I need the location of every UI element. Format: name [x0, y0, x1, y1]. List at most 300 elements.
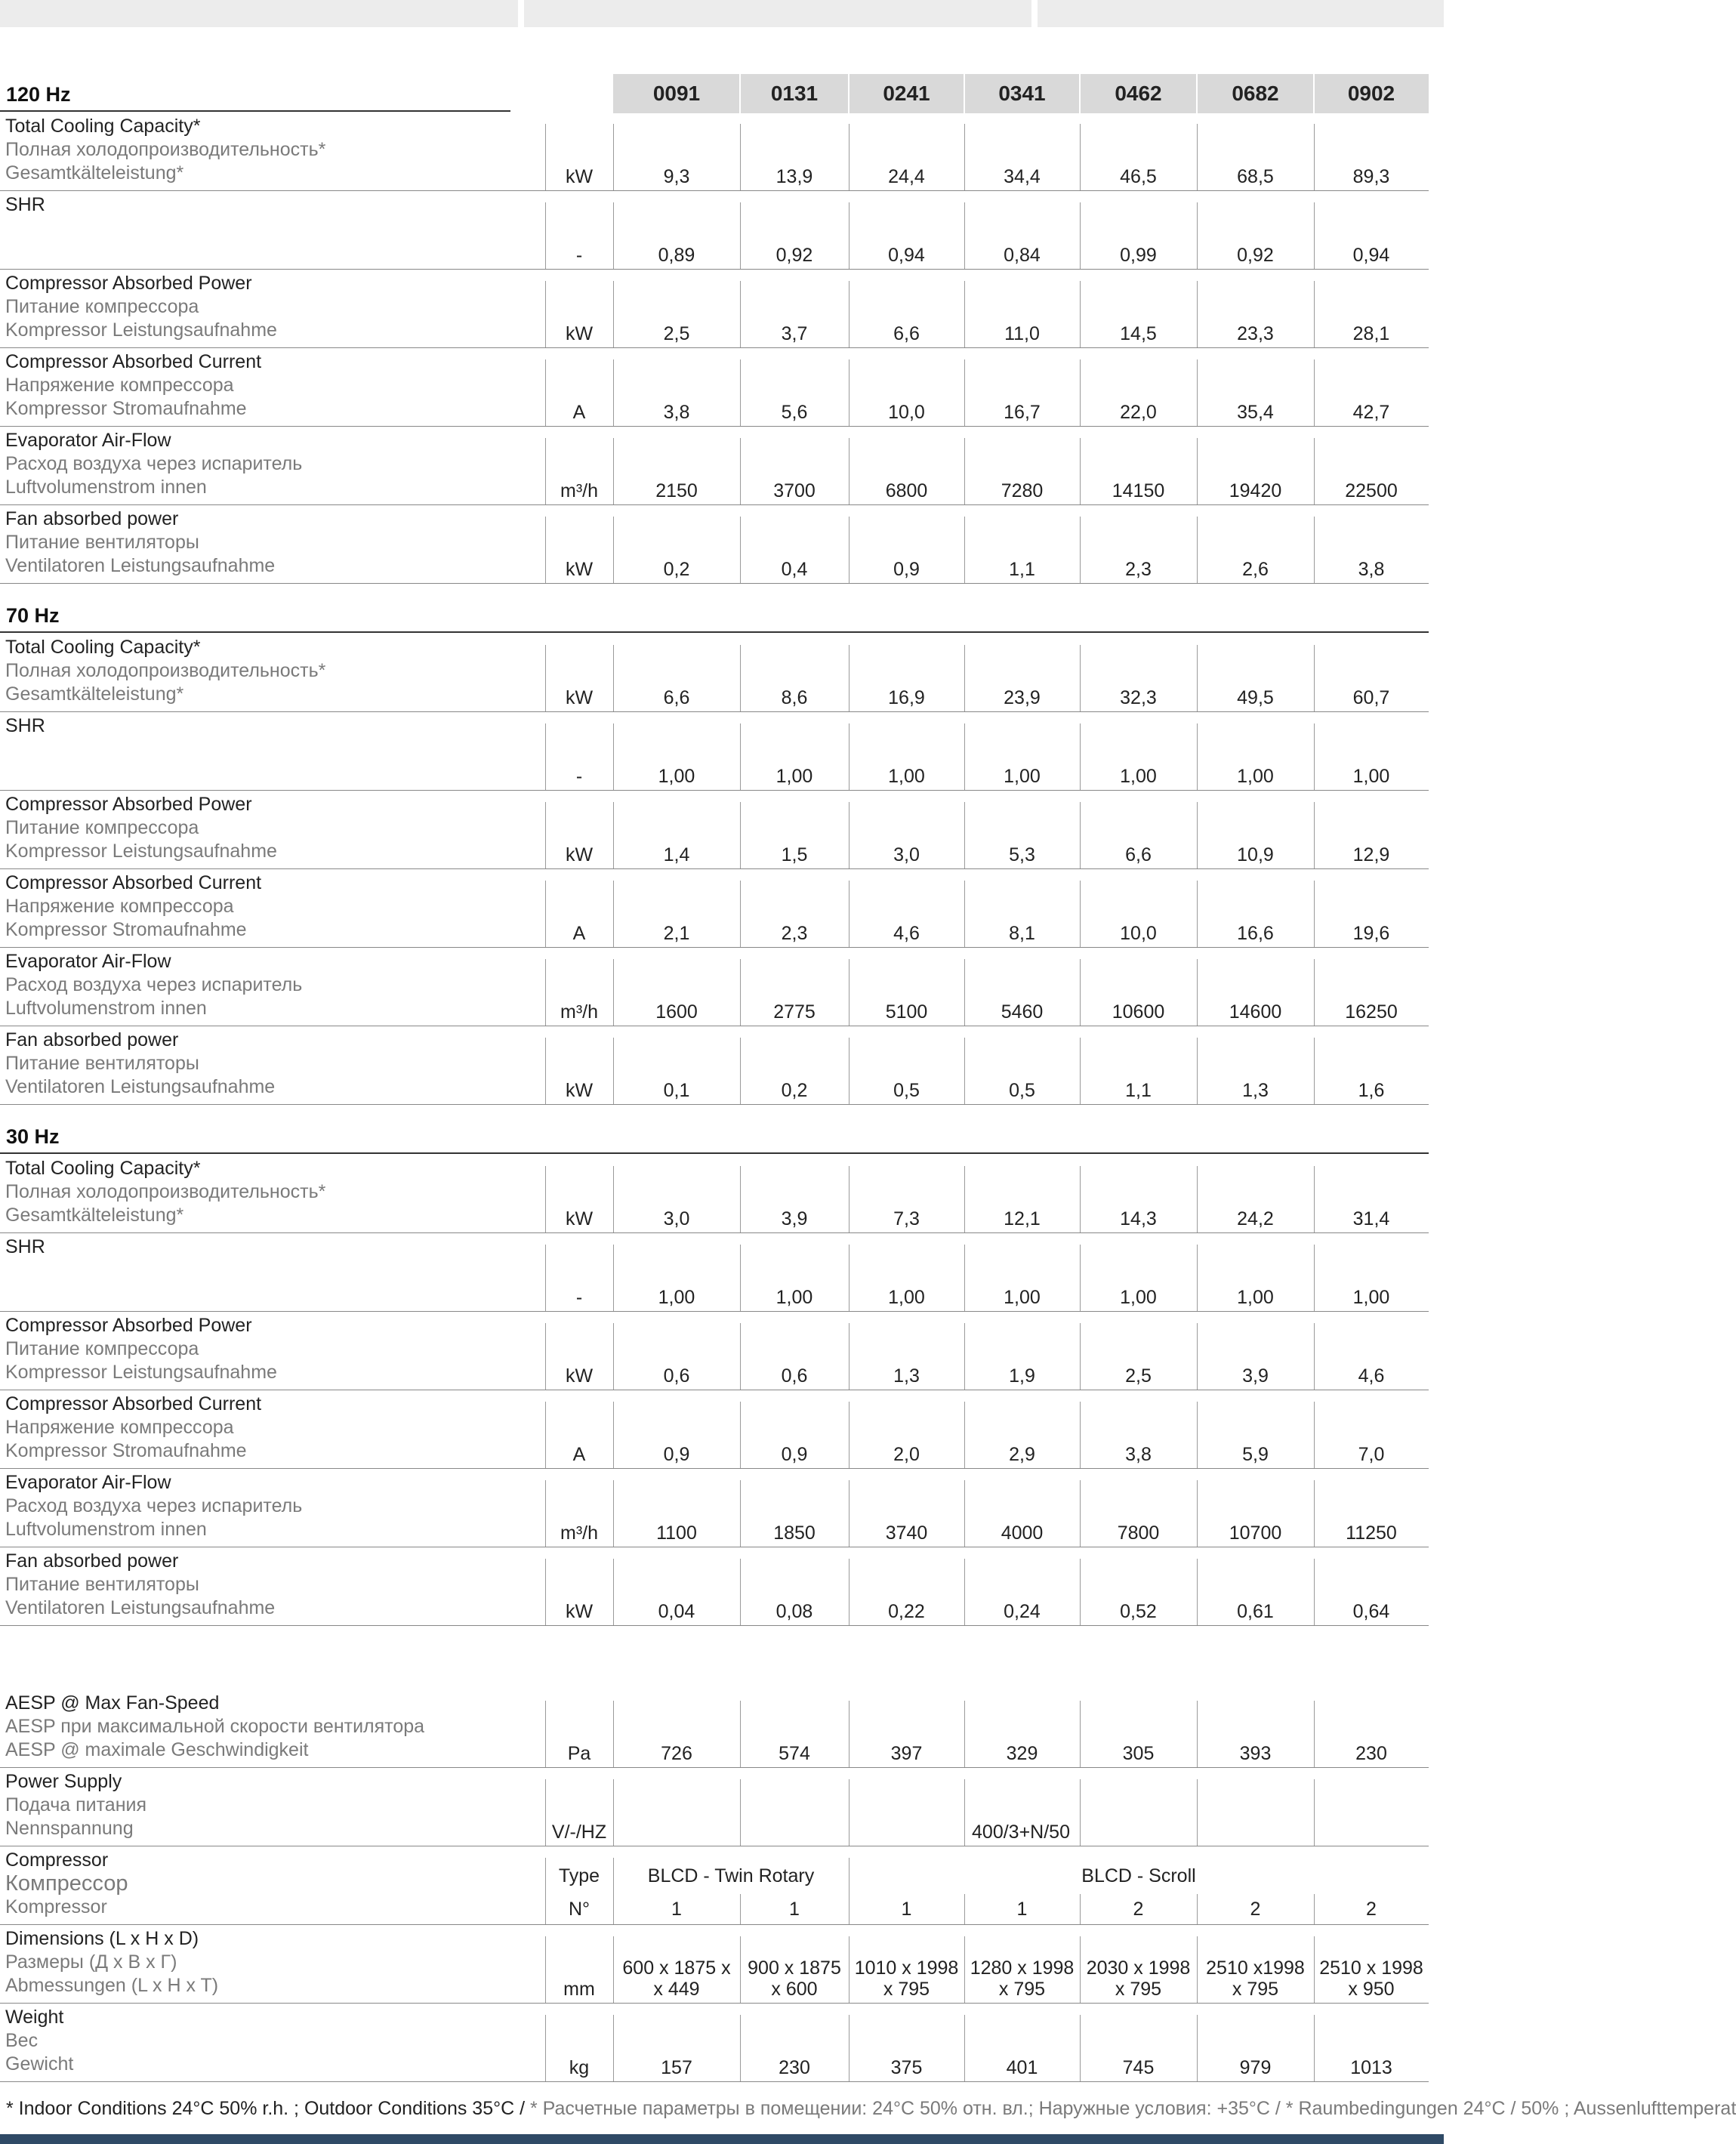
row-unit: kW	[565, 687, 594, 708]
column-line	[613, 1480, 614, 1547]
row-label	[5, 429, 302, 499]
cell-value: 0,64	[1352, 1601, 1390, 1622]
top-tab-1	[0, 0, 518, 27]
column-line	[740, 1323, 741, 1390]
column-line	[1314, 124, 1315, 190]
row-unit: -	[575, 245, 583, 266]
column-line	[1197, 645, 1198, 711]
label-ru: Расход воздуха через испаритель	[5, 974, 303, 995]
label-de: Nennspannung	[5, 1818, 134, 1839]
cell-value: 0,5	[1009, 1080, 1035, 1101]
column-line	[740, 124, 741, 190]
cell-value: 23,3	[1237, 323, 1274, 344]
label-de: Luftvolumenstrom innen	[5, 998, 207, 1019]
cell-value: 5460	[1001, 1001, 1044, 1023]
column-line	[1080, 959, 1081, 1026]
cell-value: 1,00	[775, 766, 813, 787]
label-ru: Питание вентиляторы	[5, 1053, 199, 1074]
cell-value: 1,00	[1004, 766, 1041, 787]
cell-value: 4,6	[1358, 1365, 1385, 1387]
row-divider	[0, 2081, 1429, 2082]
cell-value: 0,2	[781, 1080, 808, 1101]
label-ru: Питание компрессора	[5, 1338, 199, 1359]
weight-value: 401	[1006, 2057, 1038, 2078]
column-line	[1197, 2015, 1198, 2081]
row-divider	[0, 504, 1429, 505]
aesp-value: 397	[890, 1743, 923, 1764]
cell-value: 1,9	[1009, 1365, 1035, 1387]
cell-value: 3,0	[663, 1208, 690, 1229]
section-divider	[0, 1152, 1429, 1154]
cell-value: 5,9	[1242, 1444, 1269, 1465]
cell-value: 6,6	[663, 687, 690, 708]
compressor-type: BLCD - Twin Rotary	[647, 1865, 815, 1886]
cell-value: 32,3	[1120, 687, 1157, 708]
column-line	[613, 359, 614, 426]
compressor-count: 1	[789, 1899, 800, 1920]
label-en: Compressor Absorbed Power	[5, 794, 252, 815]
column-line	[740, 281, 741, 347]
column-line	[1314, 1402, 1315, 1468]
weight-value: 375	[890, 2057, 923, 2078]
row-unit: kW	[565, 1601, 594, 1622]
label-en: SHR	[5, 1236, 45, 1257]
column-line	[964, 359, 965, 426]
cell-value: 1,00	[1120, 766, 1157, 787]
row-divider	[0, 2003, 1429, 2004]
cell-value: 12,9	[1352, 844, 1390, 865]
cell-value: 1,6	[1358, 1080, 1385, 1101]
row-unit: m³/h	[560, 1522, 598, 1544]
label-ru: Полная холодопроизводительность*	[5, 139, 326, 160]
cell-value: 3,7	[781, 323, 808, 344]
column-line	[613, 1166, 614, 1232]
column-line	[613, 281, 614, 347]
label-en: Total Cooling Capacity*	[5, 116, 201, 137]
column-line	[964, 1402, 965, 1468]
label-ru: AESP при максимальной скорости вентилятора	[5, 1716, 425, 1737]
cell-value: 23,9	[1004, 687, 1041, 708]
row-unit: A	[572, 1444, 586, 1465]
label-ru: Размеры (Д x В x Г)	[5, 1951, 177, 1973]
dimension-value: x 795	[998, 1979, 1046, 2000]
row-unit: Pa	[567, 1743, 591, 1764]
column-line	[613, 1701, 614, 1767]
aesp-value: 305	[1122, 1743, 1155, 1764]
cell-value: 3740	[885, 1522, 928, 1544]
cell-value: 12,1	[1004, 1208, 1041, 1229]
dimension-value: 900 x 1875	[748, 1957, 841, 1979]
row-label	[5, 1550, 275, 1620]
column-line	[1080, 1323, 1081, 1390]
row-divider	[0, 711, 1429, 712]
header-divider	[1313, 74, 1315, 113]
column-line	[1314, 438, 1315, 504]
row-divider	[0, 1311, 1429, 1312]
cell-value: 24,2	[1237, 1208, 1274, 1229]
model-header: 0131	[770, 82, 819, 105]
cell-value: 0,84	[1004, 245, 1041, 266]
section-title: 120 Hz	[6, 83, 71, 106]
column-line	[1314, 1323, 1315, 1390]
cell-value: 0,52	[1120, 1601, 1157, 1622]
label-en: Weight	[5, 2007, 64, 2028]
column-line	[613, 802, 614, 868]
row-label	[5, 871, 261, 942]
aesp-value: 393	[1239, 1743, 1272, 1764]
row-unit: kW	[565, 323, 594, 344]
label-de: Luftvolumenstrom innen	[5, 1519, 207, 1540]
cell-value: 2150	[655, 480, 698, 501]
row-divider	[0, 583, 1429, 584]
cell-value: 2,3	[781, 923, 808, 944]
cell-value: 1,00	[1237, 766, 1274, 787]
cell-value: 1,00	[775, 1287, 813, 1308]
cell-value: 1,00	[658, 1287, 695, 1308]
column-line	[1197, 1936, 1198, 2003]
column-line	[740, 202, 741, 269]
column-line	[964, 281, 965, 347]
column-line	[1080, 517, 1081, 583]
row-divider	[0, 190, 1429, 191]
cell-value: 2,1	[663, 923, 690, 944]
label-en: Compressor Absorbed Current	[5, 1393, 262, 1414]
column-line	[1314, 281, 1315, 347]
row-unit: kW	[565, 844, 594, 865]
cell-value: 0,9	[781, 1444, 808, 1465]
column-line	[740, 1701, 741, 1767]
column-line	[740, 723, 741, 790]
label-ru: Полная холодопроизводительность*	[5, 1181, 326, 1202]
column-line	[740, 1894, 741, 1924]
cell-value: 1600	[655, 1001, 698, 1023]
column-line	[1314, 1245, 1315, 1311]
cell-value: 1,00	[1004, 1287, 1041, 1308]
label-en: Compressor	[5, 1849, 109, 1871]
column-line	[613, 438, 614, 504]
label-de: Kompressor Leistungsaufnahme	[5, 841, 277, 862]
cell-value: 16,6	[1237, 923, 1274, 944]
cell-value: 1,00	[658, 766, 695, 787]
column-line	[613, 1402, 614, 1468]
footer-bar	[0, 2134, 1444, 2144]
cell-value: 9,3	[663, 166, 690, 187]
column-line	[964, 1245, 965, 1311]
column-line	[1080, 1480, 1081, 1547]
row-label	[5, 350, 261, 421]
weight-value: 230	[779, 2057, 810, 2078]
cell-value: 1,3	[893, 1365, 920, 1387]
section-divider	[0, 110, 510, 112]
cell-value: 4000	[1001, 1522, 1044, 1544]
column-line	[964, 723, 965, 790]
cell-value: 3,0	[893, 844, 920, 865]
row-label	[5, 1314, 277, 1384]
cell-value: 0,04	[658, 1601, 695, 1622]
label-en: Fan absorbed power	[5, 1550, 179, 1572]
label-en: Fan absorbed power	[5, 1029, 179, 1050]
cell-value: 42,7	[1352, 402, 1390, 423]
label-de: Ventilatoren Leistungsaufnahme	[5, 555, 276, 576]
cell-value: 0,92	[1237, 245, 1274, 266]
cell-value: 5,6	[781, 402, 808, 423]
row-label	[5, 1770, 146, 1840]
unit-count: N°	[568, 1899, 590, 1920]
section-divider	[0, 631, 1429, 633]
cell-value: 3700	[773, 480, 816, 501]
column-line	[1314, 802, 1315, 868]
model-header: 0682	[1232, 82, 1279, 105]
row-unit: m³/h	[560, 480, 598, 501]
compressor-type: BLCD - Scroll	[1081, 1865, 1196, 1886]
cell-value: 68,5	[1237, 166, 1274, 187]
row-unit: A	[572, 402, 586, 423]
header-divider	[739, 74, 741, 113]
column-line	[1197, 1701, 1198, 1767]
column-line	[964, 517, 965, 583]
column-line	[1197, 1480, 1198, 1547]
column-line	[1080, 802, 1081, 868]
column-line	[1080, 1402, 1081, 1468]
cell-value: 6,6	[1125, 844, 1152, 865]
header-divider	[1079, 74, 1081, 113]
column-line	[1080, 438, 1081, 504]
column-line	[964, 802, 965, 868]
column-line	[1197, 723, 1198, 790]
row-divider	[0, 1625, 1429, 1626]
compressor-count: 2	[1366, 1899, 1377, 1920]
cell-value: 14600	[1229, 1001, 1282, 1023]
dimension-value: x 795	[1115, 1979, 1162, 2000]
label-en: AESP @ Max Fan-Speed	[5, 1692, 220, 1714]
cell-value: 0,4	[781, 559, 808, 580]
label-ru: Компрессор	[5, 1871, 128, 1896]
label-en: Total Cooling Capacity*	[5, 1158, 201, 1179]
cell-value: 0,22	[888, 1601, 925, 1622]
label-en: SHR	[5, 715, 45, 736]
row-divider	[0, 947, 1429, 948]
cell-value: 1,00	[1237, 1287, 1274, 1308]
column-line	[964, 959, 965, 1026]
column-line	[740, 881, 741, 947]
label-ru: Вес	[5, 2030, 39, 2051]
row-label	[5, 507, 275, 578]
column-line	[964, 1038, 965, 1104]
column-line	[964, 1166, 965, 1232]
weight-value: 745	[1122, 2057, 1155, 2078]
cell-value: 1,00	[1352, 766, 1390, 787]
row-label	[5, 714, 45, 738]
column-line	[1080, 1559, 1081, 1625]
cell-value: 1850	[773, 1522, 816, 1544]
cell-value: 1,4	[663, 844, 690, 865]
cell-value: 19420	[1229, 480, 1282, 501]
label-de: Ventilatoren Leistungsaufnahme	[5, 1597, 276, 1618]
label-ru: Питание вентиляторы	[5, 532, 199, 553]
cell-value: 7280	[1001, 480, 1044, 501]
row-divider	[0, 426, 1429, 427]
column-line	[613, 723, 614, 790]
cell-value: 0,1	[663, 1080, 690, 1101]
column-line	[1314, 1559, 1315, 1625]
cell-value: 46,5	[1120, 166, 1157, 187]
cell-value: 6800	[885, 480, 928, 501]
section-title: 70 Hz	[6, 604, 60, 627]
column-line	[613, 202, 614, 269]
label-de: Kompressor Leistungsaufnahme	[5, 319, 277, 341]
row-label	[5, 636, 325, 706]
power-supply-value: 400/3+N/50	[972, 1822, 1070, 1843]
cell-value: 2775	[773, 1001, 816, 1023]
cell-value: 89,3	[1352, 166, 1390, 187]
column-line	[1314, 1894, 1315, 1924]
row-divider	[0, 1767, 1429, 1768]
compressor-count: 2	[1250, 1899, 1261, 1920]
column-line	[740, 1402, 741, 1468]
row-unit: kW	[565, 1365, 594, 1387]
cell-value: 49,5	[1237, 687, 1274, 708]
row-unit: kW	[565, 1080, 594, 1101]
row-label	[5, 1157, 325, 1227]
label-de: Luftvolumenstrom innen	[5, 477, 207, 498]
label-de: Kompressor Stromaufnahme	[5, 1440, 247, 1461]
label-ru: Питание компрессора	[5, 817, 199, 838]
dimension-value: x 600	[771, 1979, 818, 2000]
dimension-value: 2030 x 1998	[1086, 1957, 1191, 1979]
cell-value: 1,00	[888, 1287, 925, 1308]
cell-value: 16,7	[1004, 402, 1041, 423]
cell-value: 35,4	[1237, 402, 1274, 423]
column-line	[964, 2015, 965, 2081]
label-en: Power Supply	[5, 1771, 122, 1792]
label-en: Total Cooling Capacity*	[5, 637, 201, 658]
row-label	[5, 1029, 275, 1099]
cell-value: 2,9	[1009, 1444, 1035, 1465]
cell-value: 11,0	[1004, 323, 1040, 344]
column-line	[1314, 881, 1315, 947]
label-en: Evaporator Air-Flow	[5, 951, 171, 972]
column-line	[1197, 1166, 1198, 1232]
label-de: AESP @ maximale Geschwindigkeit	[5, 1739, 309, 1760]
column-line	[1080, 1701, 1081, 1767]
column-line	[964, 1894, 965, 1924]
dimension-value: x 795	[1232, 1979, 1279, 2000]
weight-value: 1013	[1350, 2057, 1392, 2078]
label-de: Ventilatoren Leistungsaufnahme	[5, 1076, 276, 1097]
row-label	[5, 272, 277, 342]
weight-value: 157	[661, 2057, 692, 2078]
column-line	[740, 1480, 741, 1547]
column-line	[740, 1245, 741, 1311]
label-ru: Напряжение компрессора	[5, 896, 234, 917]
label-ru: Питание компрессора	[5, 296, 199, 317]
column-line	[1314, 645, 1315, 711]
model-header: 0241	[883, 82, 930, 105]
row-unit: kW	[565, 559, 594, 580]
column-line	[964, 881, 965, 947]
cell-value: 14,5	[1120, 323, 1157, 344]
cell-value: 16250	[1345, 1001, 1398, 1023]
label-en: Fan absorbed power	[5, 508, 179, 529]
cell-value: 10,0	[888, 402, 925, 423]
row-divider	[0, 347, 1429, 348]
cell-value: 1,00	[888, 766, 925, 787]
label-de: Kompressor Stromaufnahme	[5, 919, 247, 940]
label-en: Dimensions (L x H x D)	[5, 1928, 199, 1949]
row-divider	[0, 1232, 1429, 1233]
aesp-value: 230	[1355, 1743, 1387, 1764]
column-line	[1197, 359, 1198, 426]
column-line	[1080, 124, 1081, 190]
column-line	[1314, 202, 1315, 269]
cell-value: 2,0	[893, 1444, 920, 1465]
cell-value: 6,6	[893, 323, 920, 344]
cell-value: 0,61	[1237, 1601, 1274, 1622]
column-line	[613, 645, 614, 711]
column-line	[1314, 359, 1315, 426]
column-line	[613, 1323, 614, 1390]
column-line	[1197, 517, 1198, 583]
row-label	[5, 950, 302, 1020]
row-label	[5, 1692, 424, 1762]
row-divider	[0, 1924, 1429, 1925]
dimension-value: x 950	[1348, 1979, 1395, 2000]
column-line	[1197, 1245, 1198, 1311]
cell-value: 8,1	[1009, 923, 1035, 944]
cell-value: 0,5	[893, 1080, 920, 1101]
column-line	[1080, 1038, 1081, 1104]
model-header: 0902	[1347, 82, 1395, 105]
column-line	[1197, 124, 1198, 190]
cell-value: 1,3	[1242, 1080, 1269, 1101]
label-de: Gewicht	[5, 2053, 74, 2075]
cell-value: 8,6	[781, 687, 808, 708]
column-line	[964, 645, 965, 711]
label-ru: Полная холодопроизводительность*	[5, 660, 326, 681]
column-line	[1314, 2015, 1315, 2081]
column-line	[1080, 1245, 1081, 1311]
label-de: Kompressor Leistungsaufnahme	[5, 1362, 277, 1383]
column-line	[613, 881, 614, 947]
column-line	[964, 1323, 965, 1390]
column-line	[1197, 1323, 1198, 1390]
cell-value: 7,3	[893, 1208, 920, 1229]
cell-value: 2,5	[663, 323, 690, 344]
label-ru: Напряжение компрессора	[5, 375, 234, 396]
label-en: Evaporator Air-Flow	[5, 1472, 171, 1493]
dimension-value: x 449	[653, 1979, 700, 2000]
label-en: Compressor Absorbed Power	[5, 273, 252, 294]
row-unit: kg	[569, 2057, 590, 2078]
cell-value: 19,6	[1352, 923, 1390, 944]
dimension-value: 2510 x 1998	[1319, 1957, 1423, 1979]
column-line	[1080, 723, 1081, 790]
column-line	[964, 124, 965, 190]
row-label	[5, 793, 277, 863]
column-line	[1197, 802, 1198, 868]
column-line	[740, 517, 741, 583]
dimension-value: 1010 x 1998	[854, 1957, 959, 1979]
label-ru: Расход воздуха через испаритель	[5, 1495, 303, 1516]
label-en: Compressor Absorbed Current	[5, 872, 262, 893]
cell-value: 11250	[1346, 1522, 1397, 1544]
column-line	[740, 802, 741, 868]
compressor-count: 1	[1016, 1899, 1028, 1920]
cell-value: 5100	[885, 1001, 928, 1023]
column-line	[1314, 723, 1315, 790]
column-line	[1197, 959, 1198, 1026]
cell-value: 1100	[656, 1522, 697, 1544]
